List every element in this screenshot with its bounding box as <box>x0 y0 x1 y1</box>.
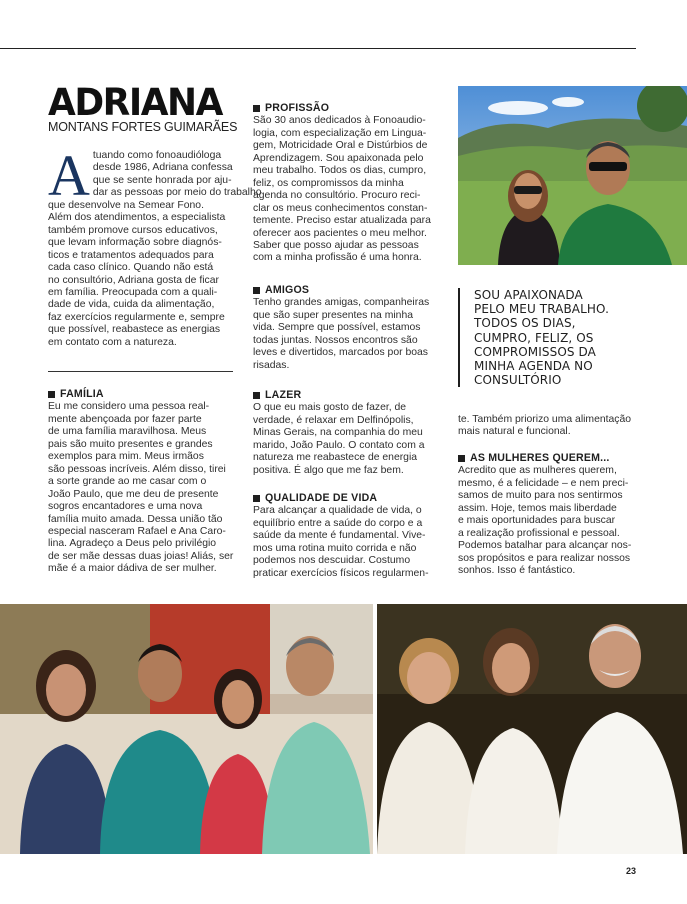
text-line: Eu me considero uma pessoa real- <box>48 401 210 413</box>
dropcap: A <box>48 143 90 208</box>
text-line: verdade, é relaxar em Delfinópolis, <box>253 414 414 426</box>
text-line: Além dos atendimentos, a especialista <box>48 212 226 224</box>
text-line: que são super presentes na minha <box>253 309 414 321</box>
photo-family <box>0 604 373 854</box>
text-line: O que eu mais gosto de fazer, de <box>253 402 407 414</box>
section-title-lazer: LAZER <box>253 389 438 401</box>
photo-couple-outdoors <box>458 86 687 265</box>
text-line: oferecer aos pacientes o meu melhor. <box>253 227 427 239</box>
pull-quote <box>458 288 658 387</box>
text-line: também promove cursos educativos, <box>48 224 218 236</box>
section-familia <box>48 388 233 576</box>
text-line: João Paulo, que me deu de presente <box>48 488 219 500</box>
text-line: mesmo, é a felicidade – e nem preci- <box>458 477 629 489</box>
text-line: todas juntas. Nossos encontros são <box>253 334 418 346</box>
text-line: gem, Motricidade Oral e Distúrbios de <box>253 140 428 152</box>
text-line: TODOS OS DIAS, <box>474 316 576 331</box>
text-line: que se sente honrada por aju- <box>92 174 232 186</box>
text-line: logia, com especialização em Lingua- <box>253 127 427 139</box>
text-line: lina. Agradeço a Deus pelo privilégio <box>48 538 217 550</box>
familia-text <box>48 401 233 575</box>
section-title-familia: FAMÍLIA <box>48 388 233 400</box>
text-line: samos de muito para nos sentirmos <box>458 490 623 502</box>
text-line: tuando como fonoaudióloga <box>92 150 222 161</box>
text-line: exemplos para mim. Meus irmãos <box>48 451 204 463</box>
text-line: especial nasceram Rafael e Ana Caro- <box>48 525 226 537</box>
qualidade-text <box>253 505 438 580</box>
text-line: faz exercícios regularmente e, sempre <box>48 311 225 323</box>
bullet-square-icon <box>253 392 260 399</box>
mulheres-text <box>458 465 648 577</box>
text-line: a realização profissional e pessoal. <box>458 527 620 539</box>
text-line: em contato com a natureza. <box>48 336 177 348</box>
text-line: assim. Hoje, temos mais liberdade <box>458 502 617 514</box>
section-title-profissao: PROFISSÃO <box>253 102 438 114</box>
photo-parents <box>377 604 687 854</box>
text-line: Saber que posso ajudar as pessoas <box>253 239 419 251</box>
text-line: Acredito que as mulheres querem, <box>458 465 617 477</box>
text-line: sogros encantadores e uma nova <box>48 501 203 513</box>
section-mulheres <box>458 452 648 578</box>
text-line: Tenho grandes amigas, companheiras <box>253 297 430 309</box>
text-line: de ser mãe dessas duas joias! Aliás, ser <box>48 550 234 562</box>
text-line: natureza me reabastece de energia <box>253 452 418 464</box>
text-line: com a minha profissão é uma honra. <box>253 252 422 264</box>
page-number: 23 <box>626 866 637 876</box>
text-line: positiva. É algo que me faz bem. <box>253 464 404 476</box>
text-line: podemos nos descuidar. Costumo <box>253 555 411 567</box>
text-line: marido, João Paulo. O contato com a <box>253 439 425 451</box>
text-line: mos uma rotina muito corrida e não <box>253 542 417 554</box>
section-title-qualidade: QUALIDADE DE VIDA <box>253 492 438 504</box>
section-divider <box>48 371 233 372</box>
text-line: feliz, os compromissos da minha <box>253 177 404 189</box>
text-line: clar os meus conhecimentos constan- <box>253 202 428 214</box>
text-line: CONSULTÓRIO <box>474 373 562 388</box>
subtitle-surname: MONTANS FORTES GUIMARÃES <box>48 120 238 134</box>
text-line: e mais oportunidades para buscar <box>458 515 616 527</box>
text-line: são pessoas incríveis. Além disso, tirei <box>48 463 226 475</box>
text-line: meu trabalho. Todos os dias, cumpro, <box>253 165 427 177</box>
text-line: mente abençoada por fazer parte <box>48 413 202 425</box>
bullet-square-icon <box>253 105 260 112</box>
bullet-square-icon <box>48 391 55 398</box>
text-line: leves e divertidos, marcados por boas <box>253 347 428 359</box>
bullet-square-icon <box>253 495 260 502</box>
section-title-amigos: AMIGOS <box>253 284 438 296</box>
text-line: São 30 anos dedicados à Fonoaudio- <box>253 115 426 127</box>
text-line: risadas. <box>253 359 290 371</box>
text-line: saúde da mente é fundamental. Vive- <box>253 530 426 542</box>
text-line: de uma família maravilhosa. Meus <box>48 426 207 438</box>
lazer-text <box>253 402 438 477</box>
profissao-text <box>253 115 438 264</box>
text-line: agenda no consultório. Procuro reci- <box>253 190 421 202</box>
text-line: MINHA AGENDA NO <box>474 359 593 374</box>
text-line: sonhos. Isso é fantástico. <box>458 565 576 577</box>
text-line: te. Também priorizo uma alimentação <box>458 414 632 425</box>
top-rule <box>0 48 636 49</box>
text-line: ticos e tratamentos adequados para <box>48 249 214 261</box>
text-line: COMPROMISSOS DA <box>474 344 596 359</box>
text-line: PELO MEU TRABALHO. <box>474 302 609 317</box>
text-line: dade de vida, cuida da alimentação, <box>48 299 215 311</box>
text-line: CUMPRO, FELIZ, OS <box>474 330 594 345</box>
bullet-square-icon <box>253 287 260 294</box>
text-line: vida. Sempre que possível, estamos <box>253 322 421 334</box>
text-line: que desenvolve na Semear Fono. <box>48 199 204 211</box>
text-line: SOU APAIXONADA <box>474 288 583 302</box>
text-line: sos propósitos e para realizar nossos <box>458 552 631 564</box>
bullet-square-icon <box>458 455 465 462</box>
continuation-text <box>458 414 648 439</box>
text-line: em família. Preocupada com a quali- <box>48 286 218 298</box>
text-line: que levam informação sobre diagnós- <box>48 237 222 249</box>
section-amigos <box>253 284 438 372</box>
text-line: que possível, reabastece as energias <box>48 324 221 336</box>
text-line: a sorte grande ao me casar com o <box>48 476 207 488</box>
text-line: temente. Preciso estar atualizada para <box>253 215 431 227</box>
text-line: família muito amada. Dessa união tão <box>48 513 223 525</box>
text-line: dar as pessoas por meio do trabalho <box>92 187 262 199</box>
text-line: equilíbrio entre a saúde do corpo e a <box>253 517 423 529</box>
page-title: ADRIANA <box>48 81 222 124</box>
text-line: praticar exercícios físicos regularmen- <box>253 567 429 579</box>
amigos-text <box>253 297 438 372</box>
intro-text <box>48 143 262 349</box>
text-line: pais são muito presentes e grandes <box>48 438 213 450</box>
text-line: Minas Gerais, na companhia do meu <box>253 427 423 439</box>
text-line: Para alcançar a qualidade de vida, o <box>253 505 422 517</box>
text-line: mais natural e funcional. <box>458 426 571 438</box>
text-line: desde 1986, Adriana confessa <box>92 162 233 174</box>
section-title-mulheres: AS MULHERES QUEREM... <box>458 452 648 464</box>
section-qualidade <box>253 492 438 580</box>
section-profissao <box>253 102 438 265</box>
section-lazer <box>253 389 438 477</box>
text-line: no consultório, Adriana gosta de ficar <box>48 274 219 286</box>
text-line: Podemos batalhar para alcançar nos- <box>458 540 632 552</box>
text-line: Aprendizagem. Sou apaixonada pelo <box>253 152 424 164</box>
text-line: mãe é a maior dádiva de ser mulher. <box>48 563 217 575</box>
text-line: cada caso clínico. Quando não está <box>48 262 214 274</box>
